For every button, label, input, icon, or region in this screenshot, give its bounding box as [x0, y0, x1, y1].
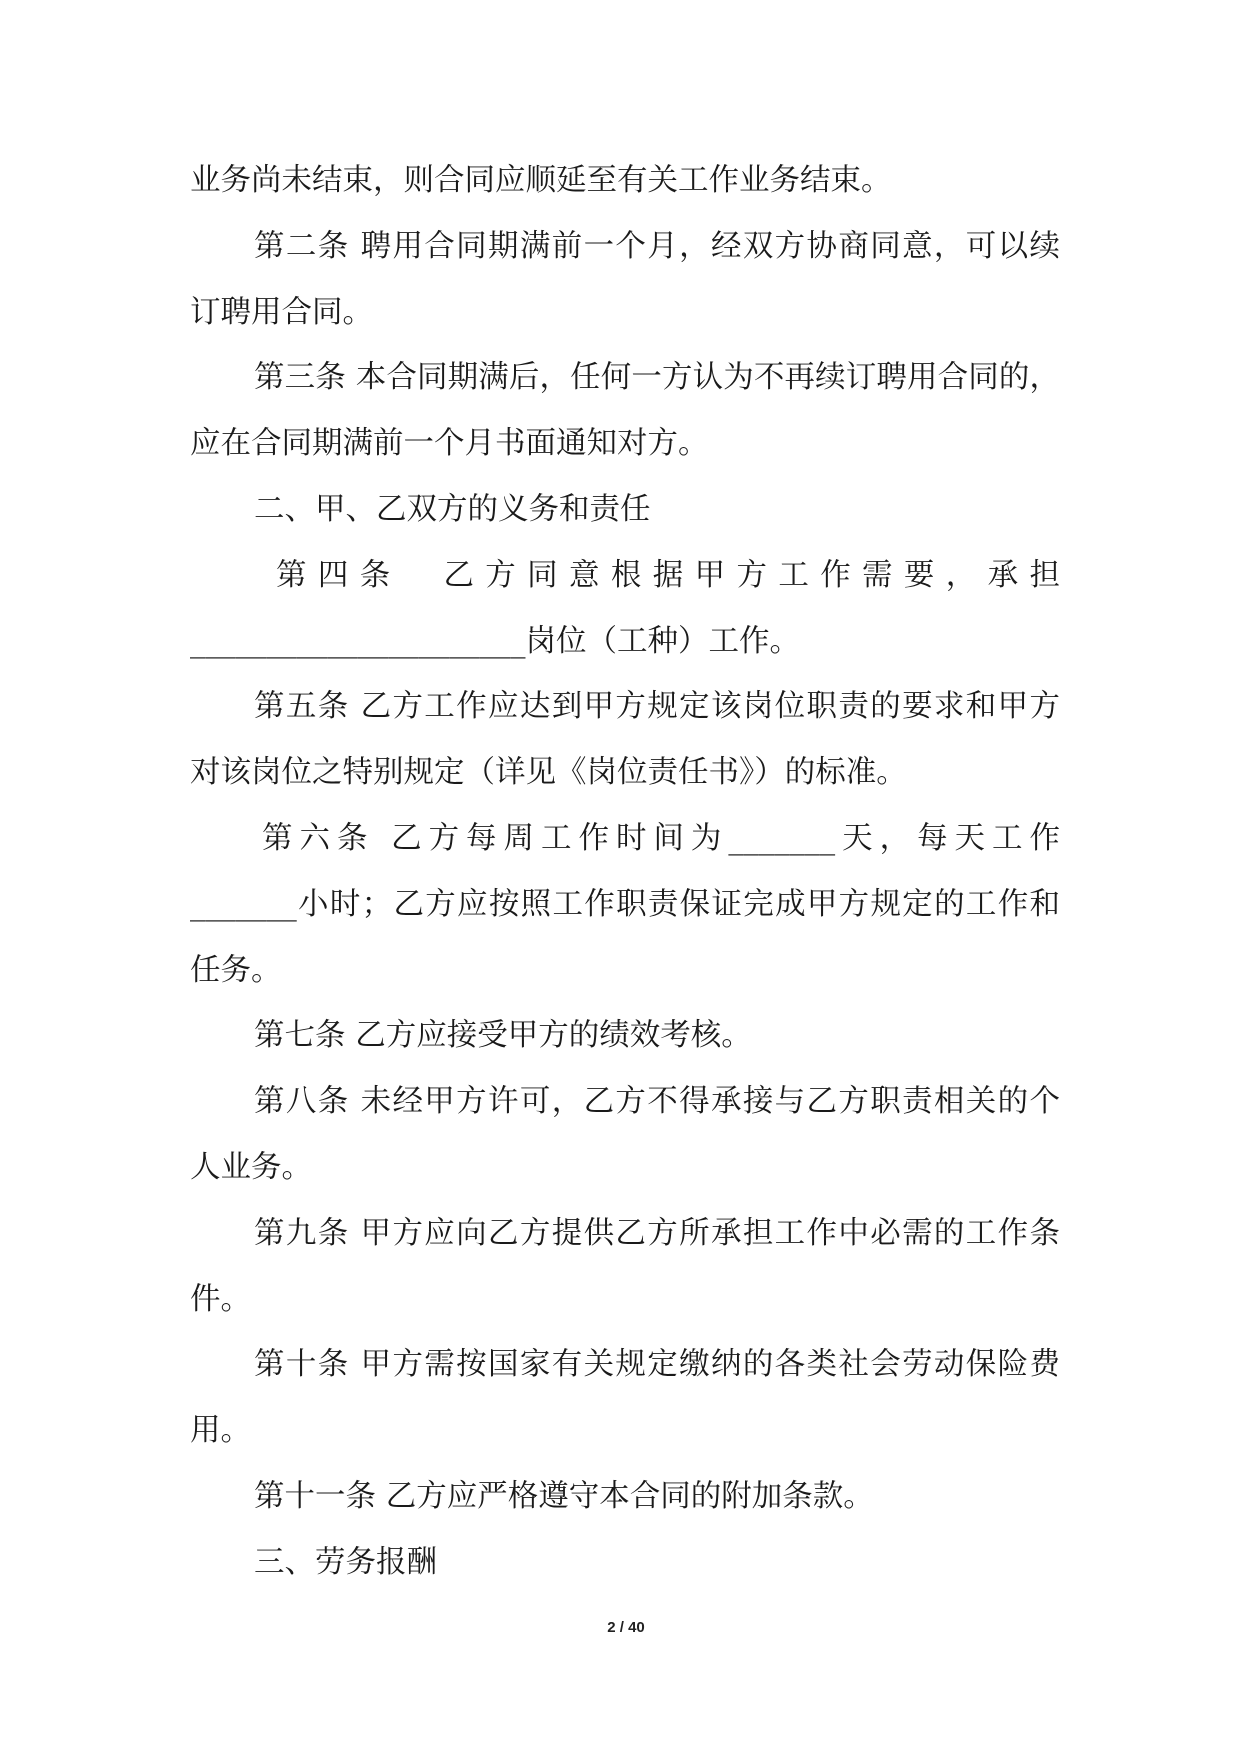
- text-line: 任务。: [190, 952, 282, 988]
- text-line: 订聘用合同。: [190, 294, 373, 330]
- page-number: 2 / 40: [607, 1619, 645, 1636]
- paragraph-article-11: [190, 1464, 1060, 1530]
- text-line: 第五条 乙方工作应达到甲方规定该岗位职责的要求和甲方: [254, 689, 1060, 725]
- paragraph-article-5: [190, 674, 1060, 806]
- paragraph-article-9: [190, 1201, 1060, 1333]
- text-line-with-blank: ______________________岗位（工种）工作。: [190, 623, 800, 659]
- text-line: 第四条 乙方同意根据甲方工作需要，承担: [276, 557, 1060, 593]
- text-line: 业务尚未结束，则合同应顺延至有关工作业务结束。: [190, 163, 892, 198]
- text-line: 第九条 甲方应向乙方提供乙方所承担工作中必需的工作条: [254, 1215, 1060, 1251]
- text-line-with-blank: 第六条 乙方每周工作时间为_______天，每天工作: [262, 820, 1060, 856]
- text-line: 应在合同期满前一个月书面通知对方。: [190, 426, 709, 462]
- section-heading-2: [190, 477, 1060, 543]
- paragraph-article-3: [190, 345, 1060, 477]
- text-line: 第十一条 乙方应严格遵守本合同的附加条款。: [254, 1478, 874, 1514]
- section-heading: 二、甲、乙双方的义务和责任: [254, 491, 651, 527]
- section-heading: 三、劳务报酬: [254, 1544, 437, 1580]
- paragraph-article-7: [190, 1003, 1060, 1069]
- paragraph-article-2: [190, 214, 1060, 346]
- section-heading-3: [190, 1530, 1060, 1596]
- text-line: 件。: [190, 1281, 251, 1317]
- text-line: 对该岗位之特别规定（详见《岗位责任书》）的标准。: [190, 755, 907, 791]
- paragraph-article-4: [190, 543, 1060, 675]
- text-line: 第十条 甲方需按国家有关规定缴纳的各类社会劳动保险费: [254, 1347, 1060, 1383]
- text-line: 人业务。: [190, 1149, 312, 1185]
- text-line: 第二条 聘用合同期满前一个月，经双方协商同意，可以续: [254, 228, 1060, 264]
- paragraph-article-6: [190, 806, 1060, 1003]
- text-line: 第八条 未经甲方许可，乙方不得承接与乙方职责相关的个: [254, 1084, 1060, 1120]
- text-line: 用。: [190, 1413, 251, 1449]
- text-line: 第三条 本合同期满后，任何一方认为不再续订聘用合同的，: [254, 360, 1060, 396]
- text-line-with-blank: _______小时；乙方应按照工作职责保证完成甲方规定的工作和: [190, 886, 1060, 922]
- paragraph-article-10: [190, 1332, 1060, 1464]
- paragraph-article-8: [190, 1069, 1060, 1201]
- text-line: 第七条 乙方应接受甲方的绩效考核。: [254, 1018, 752, 1054]
- document-body: [190, 148, 1060, 1596]
- paragraph-continuation: [190, 148, 1060, 214]
